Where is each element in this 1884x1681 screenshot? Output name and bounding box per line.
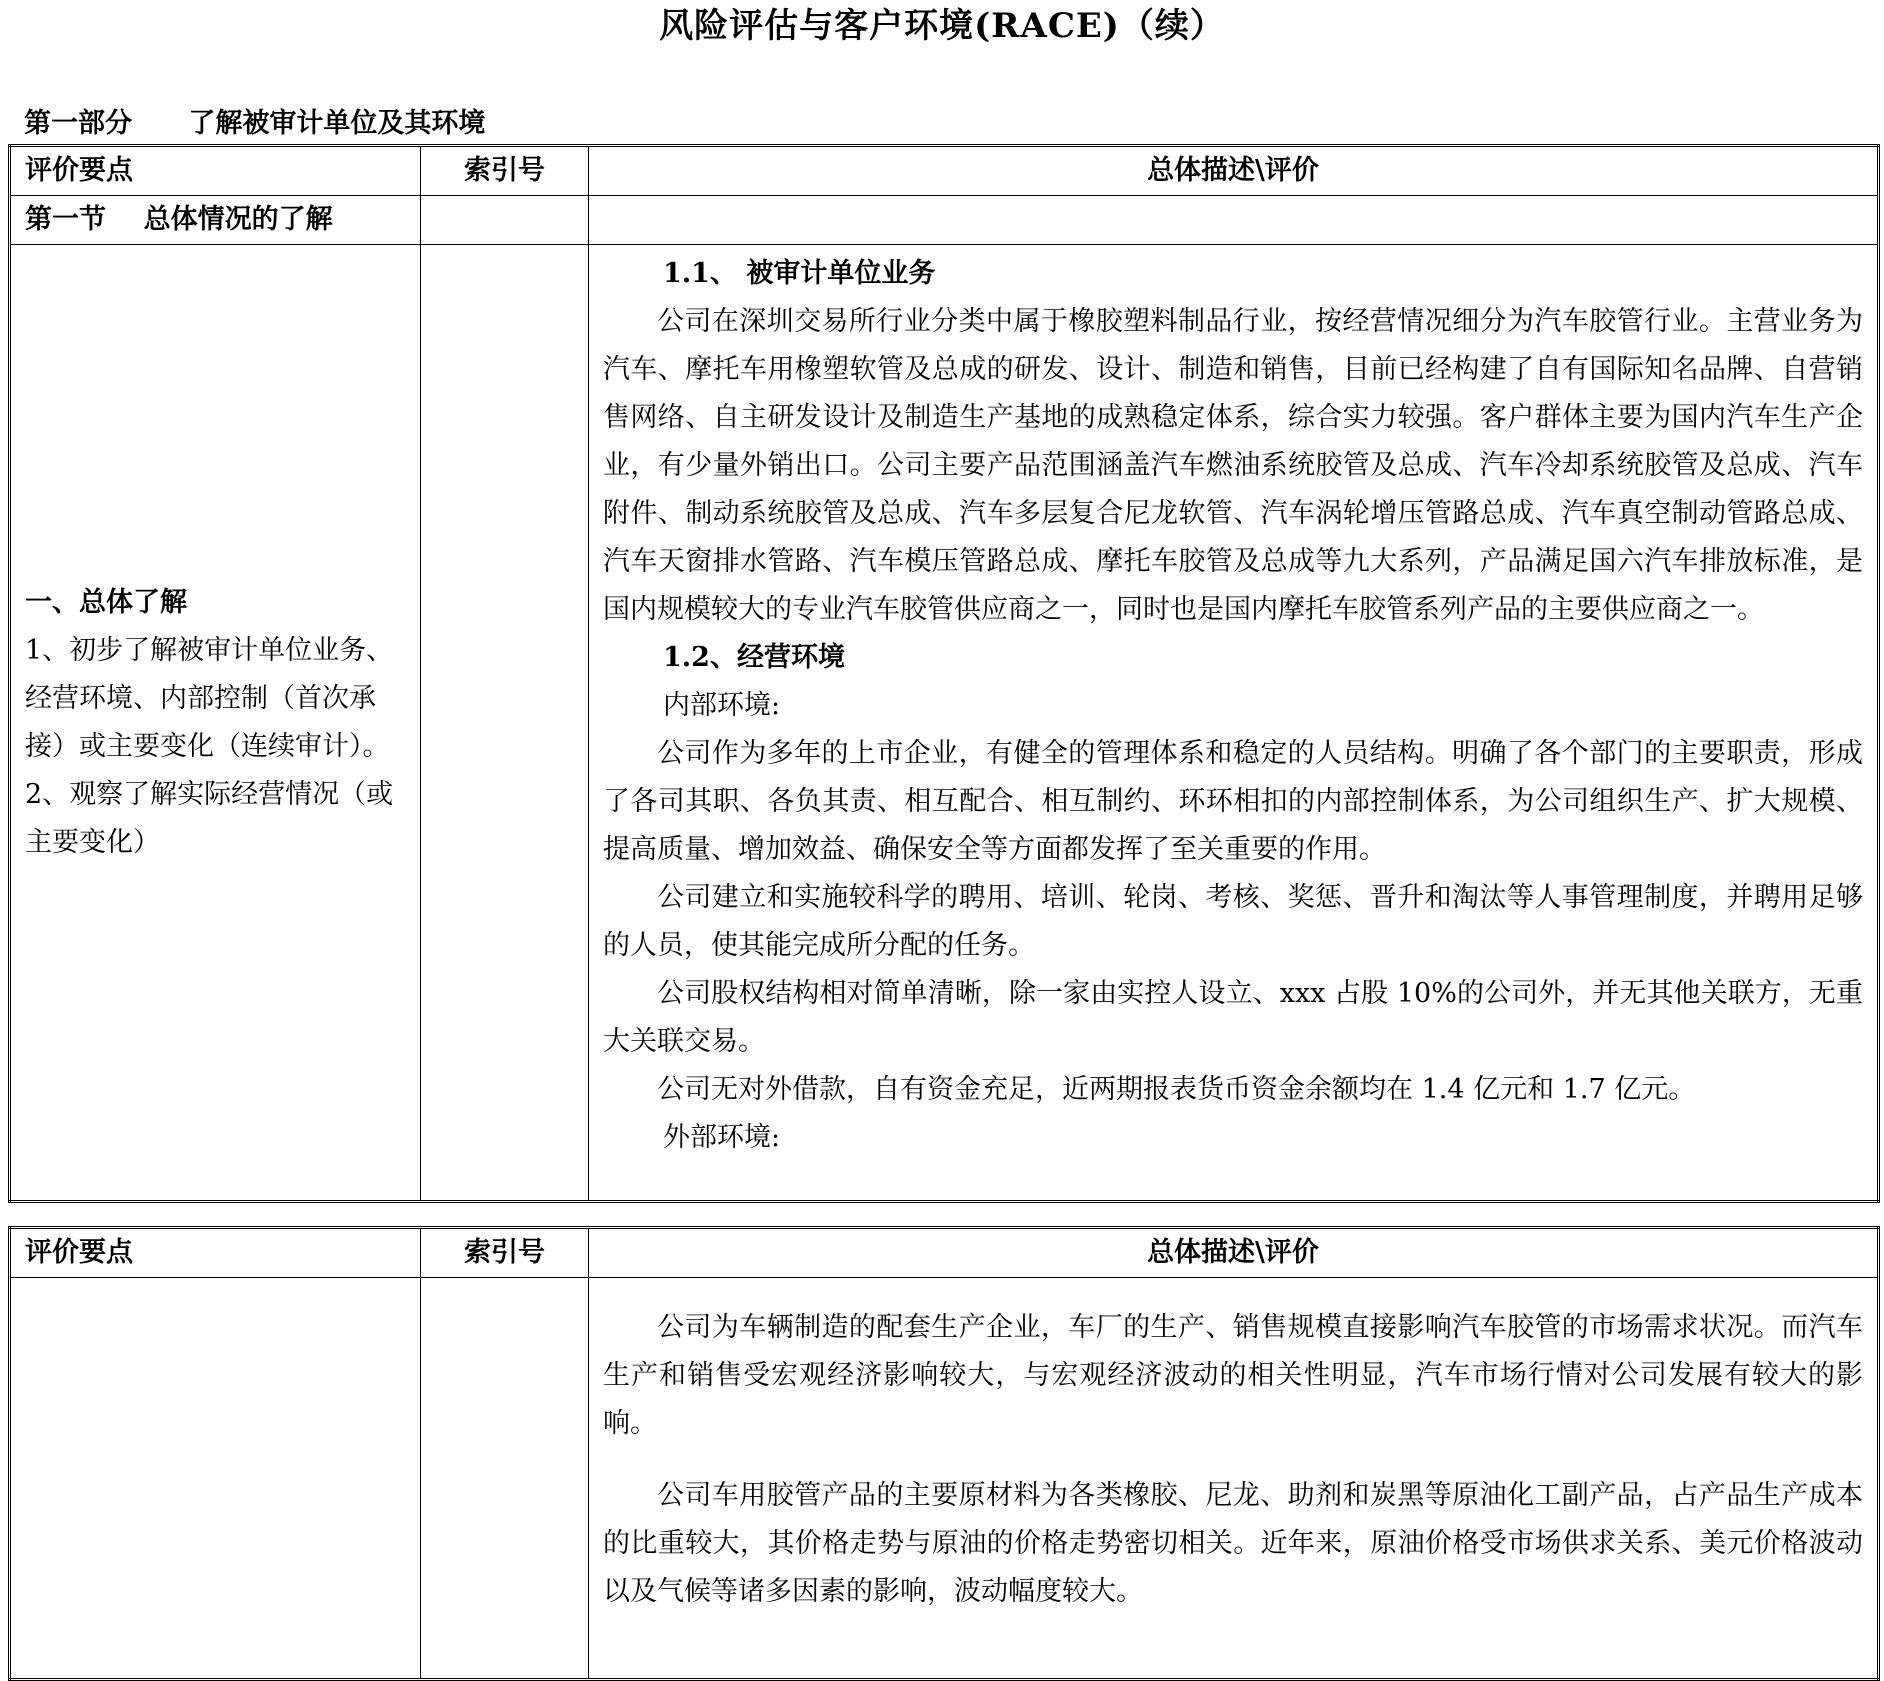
- table-header-row: [10, 1228, 1879, 1278]
- internal-environment-label: 内部环境:: [663, 690, 781, 721]
- header-description: 总体描述\评价: [589, 146, 1879, 196]
- section-description-cell: [589, 196, 1879, 245]
- header-evaluation-points: 评价要点: [10, 146, 421, 196]
- header-index-number: 索引号: [421, 1228, 589, 1278]
- evaluation-item-1: 1、初步了解被审计单位业务、经营环境、内部控制（首次承接）或主要变化（连续审计）。: [25, 634, 394, 762]
- header-description: 总体描述\评价: [589, 1228, 1879, 1278]
- evaluation-item-2: 2、观察了解实际经营情况（或主要变化）: [25, 778, 394, 858]
- header-evaluation-points: 评价要点: [10, 1228, 421, 1278]
- description-cell: [589, 1278, 1879, 1680]
- section-row: [10, 196, 1879, 245]
- document-title: 风险评估与客户环境(RACE)（续）: [659, 6, 1225, 46]
- description-cell: [589, 245, 1879, 1202]
- environment-heading: 1.2、经营环境: [663, 642, 845, 673]
- market-paragraph: 公司为车辆制造的配套生产企业，车厂的生产、销售规模直接影响汽车胶管的市场需求状况。而汽车生产和销售受宏观经济影响较大，与宏观经济波动的相关性明显，汽车市场行情对公司发展有较大的影响。: [603, 1312, 1863, 1439]
- business-heading: 1.1、 被审计单位业务: [663, 258, 936, 289]
- hr-paragraph: 公司建立和实施较科学的聘用、培训、轮岗、考核、奖惩、晋升和淘汰等人事管理制度，并聘用足够的人员，使其能完成所分配的任务。: [603, 882, 1863, 961]
- evaluation-table-page2: [8, 1226, 1880, 1681]
- evaluation-point-cell: [10, 245, 421, 1202]
- section-index-cell: [421, 196, 589, 245]
- part-heading: 第一部分 了解被审计单位及其环境: [24, 108, 486, 139]
- index-cell: [421, 1278, 589, 1680]
- table-row: [10, 1278, 1879, 1680]
- table-row: [10, 245, 1879, 1202]
- raw-material-paragraph: 公司车用胶管产品的主要原材料为各类橡胶、尼龙、助剂和炭黑等原油化工副产品，占产品生产成本的比重较大，其价格走势与原油的价格走势密切相关。近年来，原油价格受市场供求关系、美元价格波动以及气候等诸多因素的影响，波动幅度较大。: [603, 1480, 1863, 1607]
- evaluation-point-cell: [10, 1278, 421, 1680]
- table-header-row: [10, 146, 1879, 196]
- funding-paragraph: 公司无对外借款，自有资金充足，近两期报表货币资金余额均在 1.4 亿元和 1.7 亿元。: [657, 1074, 1696, 1105]
- ownership-paragraph: 公司股权结构相对简单清晰，除一家由实控人设立、xxx 占股 10%的公司外，并无其他关联方，无重大关联交易。: [603, 978, 1863, 1057]
- index-cell: [421, 245, 589, 1202]
- evaluation-table-page1: [8, 144, 1880, 1203]
- business-paragraph: 公司在深圳交易所行业分类中属于橡胶塑料制品行业，按经营情况细分为汽车胶管行业。主营业务为汽车、摩托车用橡塑软管及总成的研发、设计、制造和销售，目前已经构建了自有国际知名品牌、自营销售网络、自主研发设计及制造生产基地的成熟稳定体系，综合实力较强。客户群体主要为国内汽车生产企业，有少量外销出口。公司主要产品范围涵盖汽车燃油系统胶管及总成、汽车冷却系统胶管及总成、汽车附件、制动系统胶管及总成、汽车多层复合尼龙软管、汽车涡轮增压管路总成、汽车真空制动管路总成、汽车天窗排水管路、汽车模压管路总成、摩托车胶管及总成等九大系列，产品满足国六汽车排放标准，是国内规模较大的专业汽车胶管供应商之一，同时也是国内摩托车胶管系列产品的主要供应商之一。: [603, 306, 1863, 625]
- external-environment-label: 外部环境:: [663, 1122, 781, 1153]
- section-title: 第一节 总体情况的了解: [10, 196, 421, 245]
- overall-understanding-heading: 一、总体了解: [25, 586, 187, 618]
- management-paragraph: 公司作为多年的上市企业，有健全的管理体系和稳定的人员结构。明确了各个部门的主要职责，形成了各司其职、各负其责、相互配合、相互制约、环环相扣的内部控制体系，为公司组织生产、扩大规模、提高质量、增加效益、确保安全等方面都发挥了至关重要的作用。: [603, 738, 1863, 865]
- header-index-number: 索引号: [421, 146, 589, 196]
